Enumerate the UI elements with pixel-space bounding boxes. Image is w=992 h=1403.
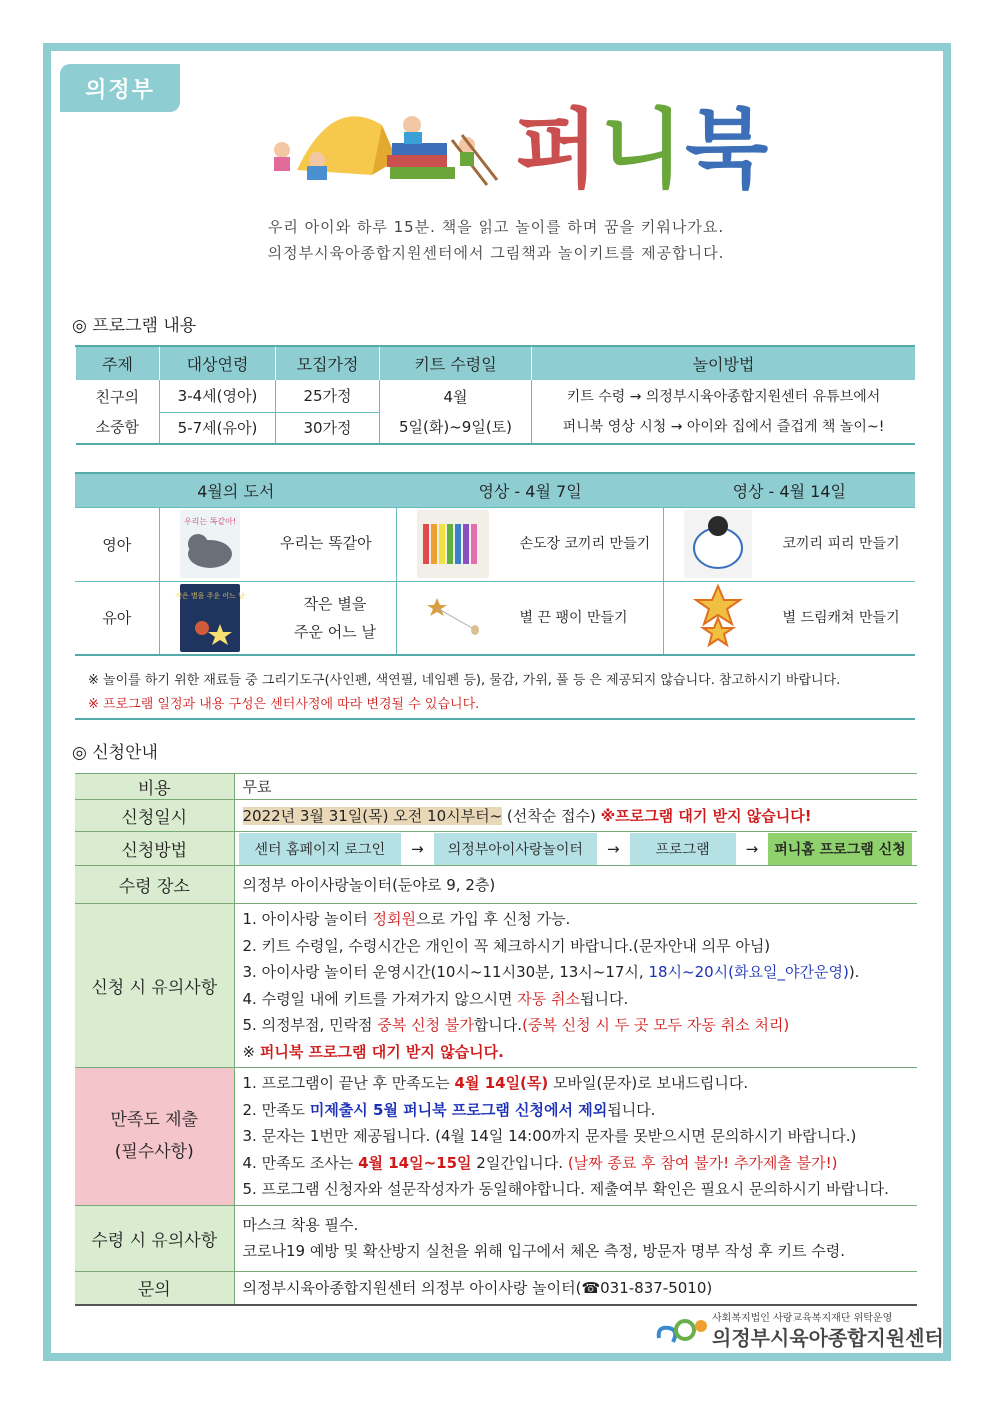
arrow-icon: → bbox=[606, 839, 620, 858]
books-group-infant: 영아 bbox=[75, 507, 159, 581]
program-header-topic: 주제 bbox=[76, 346, 160, 380]
kids-reading-illustration bbox=[262, 100, 502, 190]
pickup-label: 수령 시 유의사항 bbox=[75, 1205, 234, 1271]
schedule-change-note: ※ 프로그램 일정과 내용 구성은 센터사정에 따라 변경될 수 있습니다. bbox=[88, 697, 480, 712]
caution-item-1: 1. 아이사랑 놀이터 정회원으로 가입 후 신청 가능. bbox=[242, 910, 571, 928]
footer-center-name: 의정부시육아종합지원센터 bbox=[712, 1326, 944, 1350]
video1-cell-toddler bbox=[397, 581, 664, 655]
program-kit-date bbox=[380, 380, 532, 444]
date-value bbox=[234, 800, 917, 832]
title-char-2: 니 bbox=[600, 100, 686, 200]
video2-cell-toddler bbox=[664, 581, 915, 655]
date-note: (선착순 접수) bbox=[502, 807, 601, 825]
place-value: 의정부 아이사랑놀이터(둔야로 9, 2층) bbox=[234, 866, 917, 904]
footer-operator: 사회복지법인 사랑교육복지재단 위탁운영 bbox=[712, 1313, 893, 1324]
video1-title-toddler: 별 끈 팽이 만들기 bbox=[519, 609, 628, 626]
arrow-icon: → bbox=[411, 839, 424, 858]
pickup-item-2: 코로나19 예방 및 확산방지 실천을 위해 입구에서 체온 측정, 방문자 명부 작성 후 키트 수령. bbox=[242, 1242, 846, 1260]
books-row-toddler bbox=[75, 581, 915, 655]
caution-item-6: ※ 퍼니북 프로그램 대기 받지 않습니다. bbox=[242, 1042, 504, 1061]
book-cover-title: 우리는 똑같아! bbox=[183, 517, 236, 526]
program-play bbox=[532, 380, 916, 444]
program-header-families: 모집가정 bbox=[276, 346, 380, 380]
title-char-1: 퍼 bbox=[515, 100, 601, 200]
book-cover-image bbox=[180, 510, 240, 578]
survey-label-line-1: 만족도 제출 bbox=[110, 1110, 198, 1131]
contact-label: 문의 bbox=[75, 1271, 234, 1305]
star-dreamcatcher-image bbox=[684, 584, 752, 652]
program-families-infant: 25가정 bbox=[276, 380, 380, 412]
video2-title-toddler: 별 드림캐쳐 만들기 bbox=[782, 609, 900, 626]
survey-label-line-2: (필수사항) bbox=[114, 1142, 194, 1163]
program-topic-line-1: 친구의 bbox=[95, 387, 139, 406]
books-table bbox=[75, 472, 915, 656]
book-title-line-1: 작은 별을 bbox=[303, 594, 367, 613]
survey-item-5: 5. 프로그램 신청자와 설문작성자가 동일해야합니다. 제출여부 확인은 필요시 문의하시기 바랍니다. bbox=[242, 1180, 889, 1198]
program-table bbox=[75, 345, 915, 445]
books-group-toddler: 유아 bbox=[75, 581, 159, 655]
books-header-book: 4월의 도서 bbox=[75, 473, 397, 507]
intro-line-1: 우리 아이와 하루 15분. 책을 읽고 놀이를 하며 꿈을 키워나가요. bbox=[267, 218, 725, 236]
survey-item-4: 4. 만족도 조사는 4월 14일~15일 2일간입니다. (날짜 종료 후 참여 불가! 추가제출 불가!) bbox=[242, 1153, 838, 1172]
arrow-icon: → bbox=[745, 839, 759, 858]
contact-value: 의정부시육아종합지원센터 의정부 아이사랑 놀이터(☎031-837-5010) bbox=[234, 1271, 917, 1305]
book-cell-toddler bbox=[159, 581, 397, 655]
survey-list bbox=[234, 1068, 917, 1206]
survey-item-2: 2. 만족도 미제출시 5월 퍼니북 프로그램 신청에서 제외됩니다. bbox=[242, 1100, 656, 1119]
date-warning: ※프로그램 대기 받지 않습니다! bbox=[600, 807, 812, 825]
program-header-play: 놀이방법 bbox=[532, 346, 916, 380]
pickup-list bbox=[234, 1205, 917, 1271]
program-play-line-2: 퍼니북 영상 시청 → 아이와 집에서 즐겁게 책 놀이~! bbox=[562, 418, 885, 435]
book-cell-infant bbox=[159, 507, 397, 581]
elephant-flute-image bbox=[684, 510, 752, 578]
program-families-toddler: 30가정 bbox=[276, 412, 380, 444]
survey-item-1: 1. 프로그램이 끝난 후 만족도는 4월 14일(목) 모바일(문자)로 보내드립니다. bbox=[242, 1074, 749, 1092]
section-apply-heading: ◎ 신청안내 bbox=[72, 743, 158, 763]
handprint-elephant-image bbox=[417, 510, 489, 578]
step-funnyhome-apply: 퍼니홈 프로그램 신청 bbox=[768, 833, 911, 865]
program-kit-line-2: 5일(화)~9일(토) bbox=[398, 417, 513, 436]
date-label: 신청일시 bbox=[75, 800, 234, 832]
video1-cell-infant bbox=[397, 507, 664, 581]
books-header-video1: 영상 - 4월 7일 bbox=[397, 473, 664, 507]
caution-label: 신청 시 유의사항 bbox=[75, 904, 234, 1068]
caution-item-3: 3. 아이사랑 놀이터 운영시간(10시~11시30분, 13시~17시, 18시~20시(화요일_야간운영)). bbox=[242, 963, 860, 981]
caution-list bbox=[234, 904, 917, 1068]
video2-cell-infant bbox=[664, 507, 915, 581]
book-title-line-2: 주운 어느 날 bbox=[293, 622, 376, 641]
section-program-heading: ◎ 프로그램 내용 bbox=[72, 316, 197, 336]
program-header-age: 대상연령 bbox=[160, 346, 276, 380]
pickup-item-1: 마스크 착용 필수. bbox=[242, 1215, 359, 1234]
step-program: 프로그램 bbox=[630, 833, 736, 865]
program-topic-line-2: 소중함 bbox=[95, 417, 139, 436]
step-playground: 의정부아이사랑놀이터 bbox=[434, 833, 597, 865]
divider bbox=[75, 718, 915, 720]
program-topic bbox=[76, 380, 160, 444]
method-steps bbox=[234, 832, 917, 866]
books-row-infant bbox=[75, 507, 915, 581]
program-header-kit-date: 키트 수령일 bbox=[380, 346, 532, 380]
survey-item-3: 3. 문자는 1번만 제공됩니다. (4월 14일 14:00까지 문자를 못받으시면 문의하시기 바랍니다.) bbox=[242, 1127, 857, 1145]
books-header-video2: 영상 - 4월 14일 bbox=[664, 473, 915, 507]
caution-item-4: 4. 수령일 내에 키트를 가져가지 않으시면 자동 취소됩니다. bbox=[242, 989, 629, 1008]
caution-item-2: 2. 키트 수령일, 수령시간은 개인이 꼭 체크하시기 바랍니다.(문자안내 의무 아님) bbox=[242, 936, 771, 955]
title-char-3: 북 bbox=[685, 100, 771, 200]
region-badge: 의정부 bbox=[60, 64, 180, 112]
fee-label: 비용 bbox=[75, 774, 234, 800]
funnybook-title bbox=[515, 100, 770, 200]
center-logo-icon bbox=[655, 1316, 709, 1346]
star-spinning-top-image bbox=[417, 588, 489, 648]
step-login: 센터 홈페이지 로그인 bbox=[239, 833, 402, 865]
book-title-infant: 우리는 똑같아 bbox=[279, 534, 372, 552]
video1-title-infant: 손도장 코끼리 만들기 bbox=[519, 536, 651, 552]
apply-table bbox=[75, 773, 917, 1306]
materials-note: ※ 놀이를 하기 위한 재료들 중 그리기도구(사인펜, 색연필, 네임펜 등), 물감, 가위, 풀 등 은 제공되지 않습니다. 참고하시기 바랍니다. bbox=[88, 673, 841, 688]
intro-line-2: 의정부시육아종합지원센터에서 그림책과 놀이키트를 제공합니다. bbox=[267, 244, 725, 262]
caution-item-5: 5. 의정부점, 민락점 중복 신청 불가합니다.(중복 신청 시 두 곳 모두 자동 취소 처리) bbox=[242, 1016, 790, 1034]
place-label: 수령 장소 bbox=[75, 866, 234, 904]
program-play-line-1: 키트 수령 → 의정부시육아종합지원센터 유튜브에서 bbox=[566, 388, 881, 405]
program-age-infant: 3-4세(영아) bbox=[160, 380, 276, 412]
book-title-toddler bbox=[294, 590, 376, 646]
program-age-toddler: 5-7세(유아) bbox=[160, 412, 276, 444]
book-cover-title: 작은 별을 주운 어느 날 bbox=[174, 591, 245, 600]
program-kit-line-1: 4월 bbox=[443, 387, 468, 406]
video2-title-infant: 코끼리 피리 만들기 bbox=[782, 536, 900, 552]
survey-label bbox=[75, 1068, 234, 1206]
fee-value: 무료 bbox=[234, 774, 917, 800]
date-text: 2022년 3월 31일(목) 오전 10시부터~ bbox=[242, 807, 503, 825]
book-cover-image bbox=[174, 584, 245, 652]
method-label: 신청방법 bbox=[75, 832, 234, 866]
